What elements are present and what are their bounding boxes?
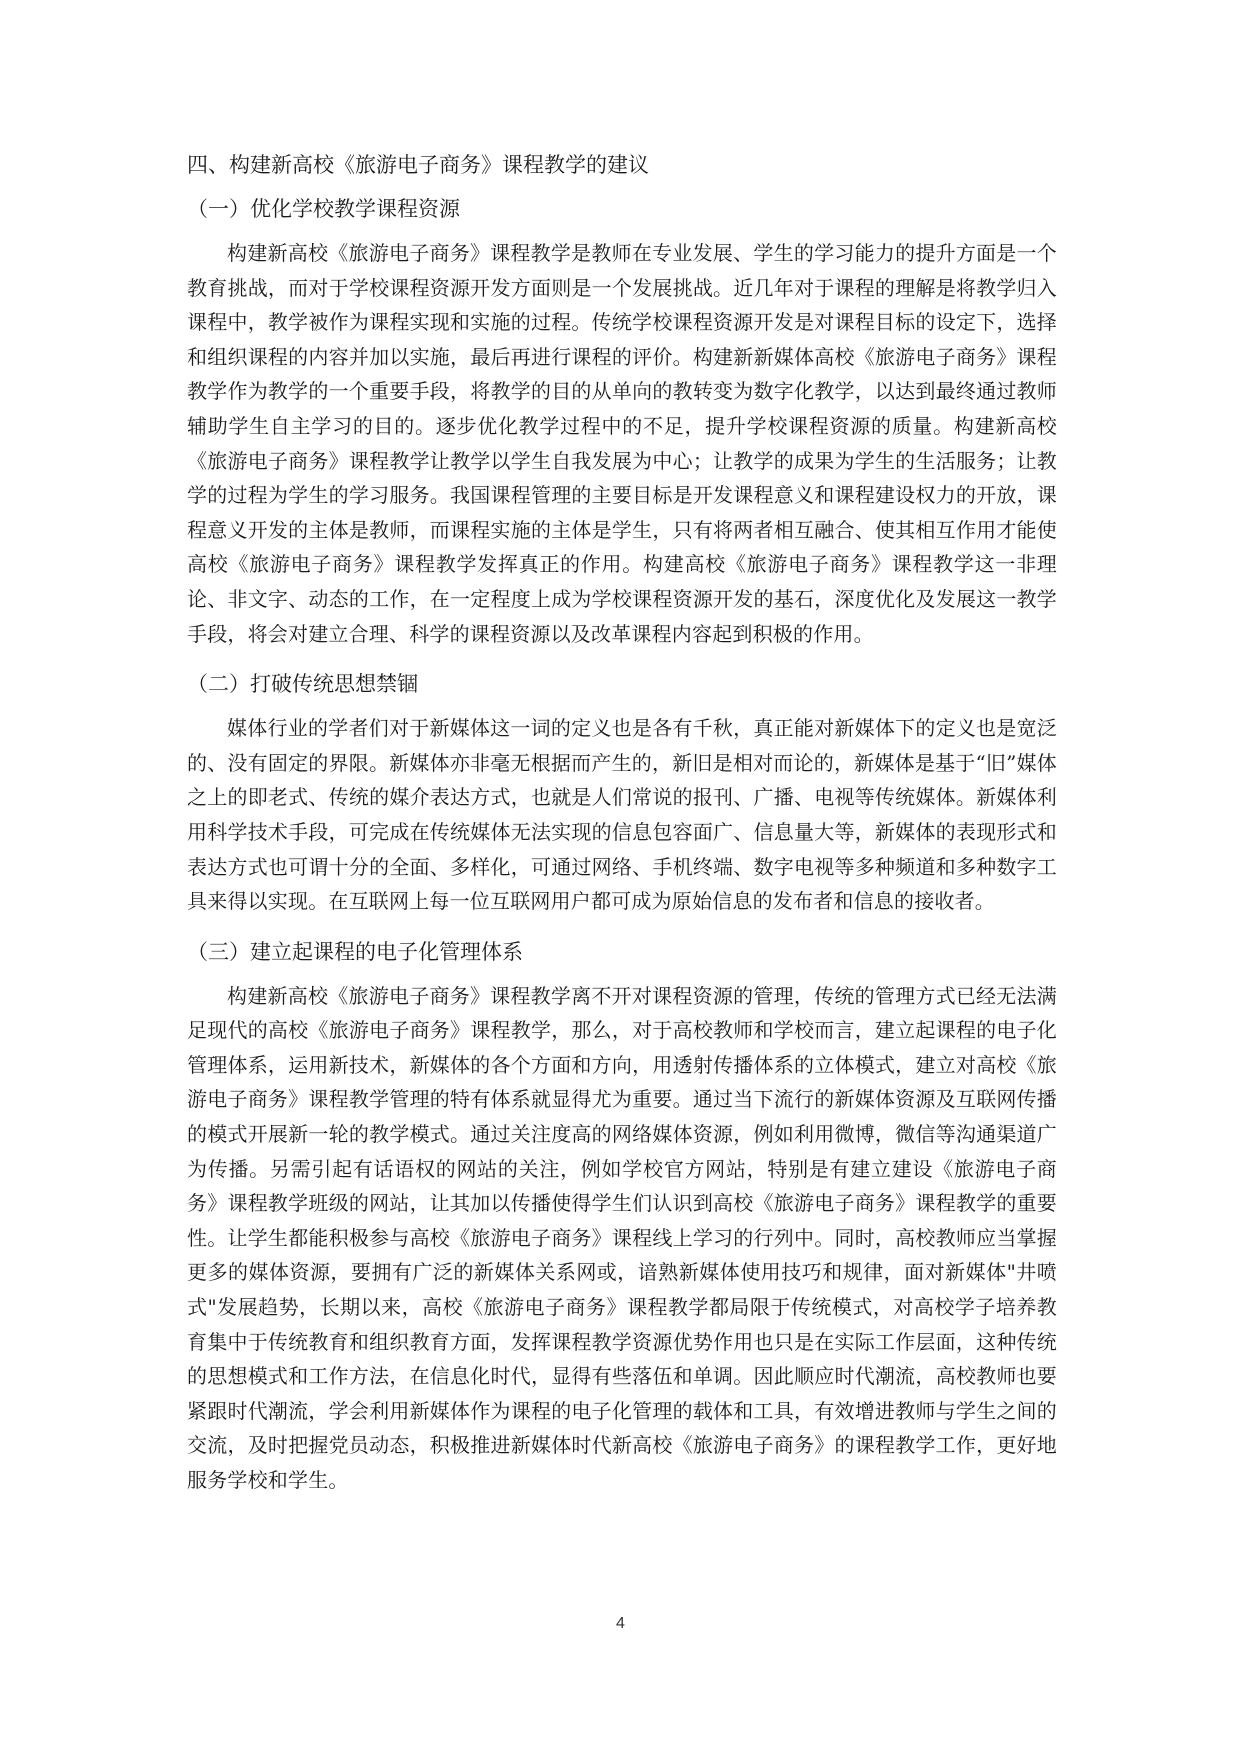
body-paragraph: 构建新高校《旅游电子商务》课程教学离不开对课程资源的管理，传统的管理方式已经无法满足现代的高校《旅游电子商务》课程教学，那么，对于高校教师和学校而言，建立起课程的电子化管理体系，运用新技术，新媒体的各个方面和方向，用透射传播体系的立体模式，建立对高校《旅游电子商务》课程教学管理的特有体系就显得尤为重要。通过当下流行的新媒体资源及互联网传播的模式开展新一轮的教学模式。通过关注度高的网络媒体资源，例如利用微博，微信等沟通渠道广为传播。另需引起有话语权的网站的关注，例如学校官方网站，特别是有建立建设《旅游电子商务》课程教学班级的网站，让其加以传播使得学生们认识到高校《旅游电子商务》课程教学的重要性。让学生都能积极参与高校《旅游电子商务》课程线上学习的行列中。同时，高校教师应当掌握更多的媒体资源，要拥有广泛的新媒体关系网或，谙熟新媒体使用技巧和规律，面对新媒体"井喷式"发展趋势，长期以来，高校《旅游电子商务》课程教学都局限于传统模式，对高校学子培养教育集中于传统教育和组织教育方面，发挥课程教学资源优势作用也只是在实际工作层面，这种传统的思想模式和工作方法，在信息化时代，显得有些落伍和单调。因此顺应时代潮流，高校教师也要紧跟时代潮流，学会利用新媒体作为课程的电子化管理的载体和工具，有效增进教师与学生之间的交流，及时把握党员动态，积极推进新媒体时代新高校《旅游电子商务》的课程教学工作，更好地服务学校和学生。 <box>187 983 1057 1492</box>
body-paragraph: 媒体行业的学者们对于新媒体这一词的定义也是各有千秋，真正能对新媒体下的定义也是宽泛的、没有固定的界限。新媒体亦非毫无根据而产生的，新旧是相对而论的，新媒体是基于“旧”媒体之上的即老式、传统的媒介表达方式，也就是人们常说的报刊、广播、电视等传统媒体。新媒体利用科学技术手段，可完成在传统媒体无法实现的信息包容面广、信息量大等，新媒体的表现形式和表达方式也可谓十分的全面、多样化，可通过网络、手机终端、数字电视等多种频道和多种数字工具来得以实现。在互联网上每一位互联网用户都可成为原始信息的发布者和信息的接收者。 <box>187 716 1057 914</box>
subsection-1 <box>187 194 1057 651</box>
subsection-title: （一）优化学校教学课程资源 <box>187 197 460 221</box>
subsection-title: （三）建立起课程的电子化管理体系 <box>187 939 523 964</box>
page-number: 4 <box>616 1615 625 1632</box>
body-paragraph: 构建新高校《旅游电子商务》课程教学是教师在专业发展、学生的学习能力的提升方面是一个教育挑战，而对于学校课程资源开发方面则是一个发展挑战。近几年对于课程的理解是将教学归入课程中，教学被作为课程实现和实施的过程。传统学校课程资源开发是对课程目标的设定下，选择和组织课程的内容并加以实施，最后再进行课程的评价。构建新新媒体高校《旅游电子商务》课程教学作为教学的一个重要手段，将教学的目的从单向的教转变为数字化教学，以达到最终通过教师辅助学生自主学习的目的。逐步优化教学过程中的不足，提升学校课程资源的质量。构建新高校《旅游电子商务》课程教学让教学以学生自我发展为中心；让教学的成果为学生的生活服务；让教学的过程为学生的学习服务。我国课程管理的主要目标是开发课程意义和课程建设权力的开放，课程意义开发的主体是教师，而课程实施的主体是学生，只有将两者相互融合、使其相互作用才能使高校《旅游电子商务》课程教学发挥真正的作用。构建高校《旅游电子商务》课程教学这一非理论、非文字、动态的工作，在一定程度上成为学校课程资源开发的基石，深度优化及发展这一教学手段，将会对建立合理、科学的课程资源以及改革课程内容起到积极的作用。 <box>187 241 1057 646</box>
subsection-2 <box>187 669 1057 919</box>
section-title: 四、构建新高校《旅游电子商务》课程教学的建议 <box>187 153 649 177</box>
subsection-title: （二）打破传统思想禁锢 <box>187 672 418 697</box>
subsection-3 <box>187 937 1057 1498</box>
document-page <box>187 150 1057 1516</box>
